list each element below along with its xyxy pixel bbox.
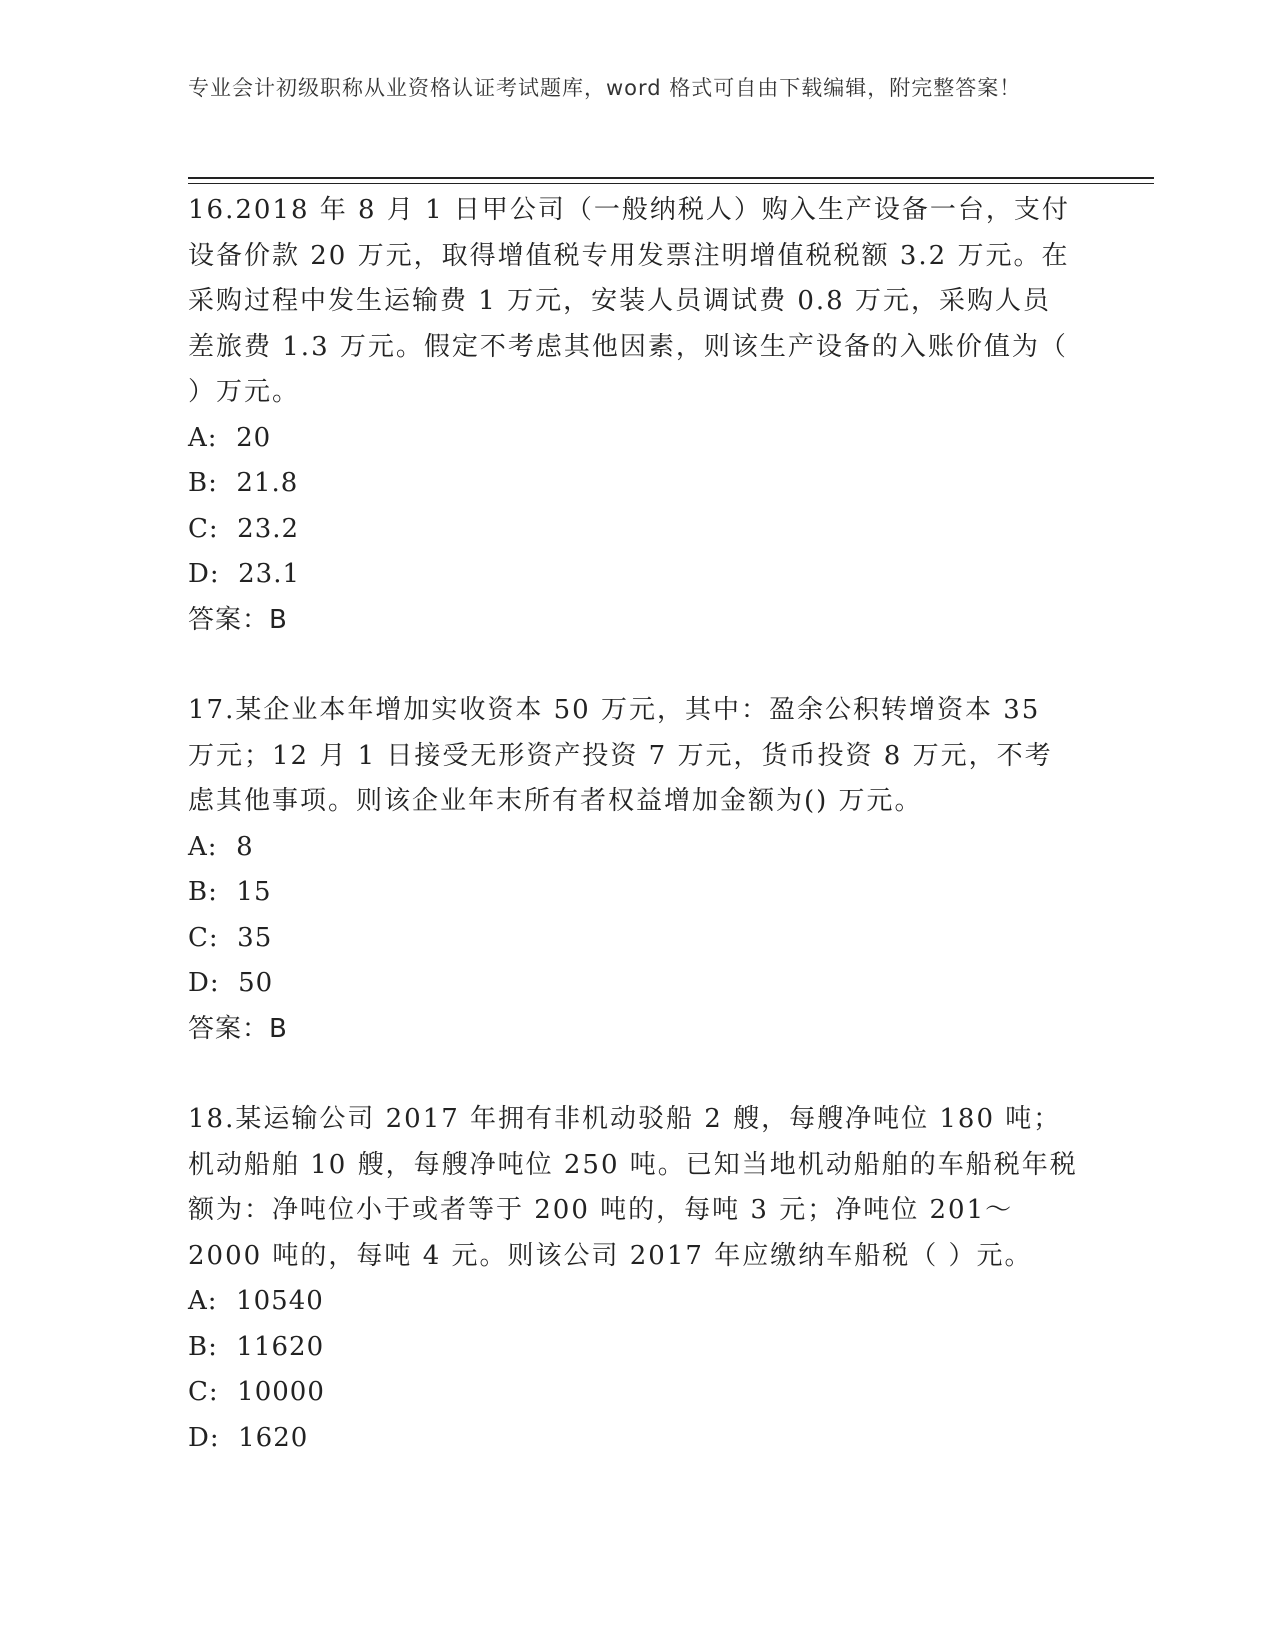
option-a: A: 20	[188, 422, 272, 453]
option-b: B: 21.8	[188, 468, 299, 498]
option-c: C: 10000	[188, 1377, 325, 1407]
answer-line: 答案：B	[188, 1013, 288, 1044]
option-c: C: 35	[188, 922, 273, 953]
question-stem: 16.2018 年 8 月 1 日甲公司（一般纳税人）购入生产设备一台，支付设备价款 20 万元，取得增值税专用发票注明增值税税额 3.2 万元。在采购过程中发生运输费 1 万元，安装人员调试费 0.8 万元，采购人员差旅费 1.3 万元。假定不考虑其他因素，则该生产设备的入账价值为（ ）万元。	[188, 195, 1070, 407]
question-18	[188, 1097, 1078, 1461]
option-d: D: 50	[188, 968, 274, 998]
question-list	[188, 188, 1078, 1461]
option-a: A: 10540	[188, 1286, 324, 1316]
question-stem: 17.某企业本年增加实收资本 50 万元，其中：盈余公积转增资本 35 万元；12 月 1 日接受无形资产投资 7 万元，货币投资 8 万元，不考虑其他事项。则该企业年末所有者权益增加金额为() 万元。	[188, 695, 1053, 816]
document-header: 专业会计初级职称从业资格认证考试题库，word 格式可自由下载编辑，附完整答案！	[188, 76, 1022, 100]
answer-line: 答案：B	[188, 604, 288, 635]
option-b: B: 11620	[188, 1331, 325, 1362]
option-b: B: 15	[188, 877, 272, 907]
question-spacer	[188, 1052, 1078, 1097]
question-17	[188, 688, 1078, 1052]
question-spacer	[188, 643, 1078, 688]
header-divider-thin	[188, 183, 1154, 184]
question-stem: 18.某运输公司 2017 年拥有非机动驳船 2 艘，每艘净吨位 180 吨；机动船舶 10 艘，每艘净吨位 250 吨。已知当地机动船舶的车船税年税额为：净吨位小于或者等于 200 吨的，每吨 3 元；净吨位 201～2000 吨的，每吨 4 元。则该公司 2017 年应缴纳车船税（ ）元。	[188, 1104, 1078, 1271]
option-a: A: 8	[188, 831, 254, 862]
option-c: C: 23.2	[188, 513, 300, 544]
question-16	[188, 188, 1078, 643]
option-d: D: 23.1	[188, 559, 301, 589]
header-divider-thick	[188, 177, 1154, 179]
option-d: D: 1620	[188, 1422, 309, 1453]
